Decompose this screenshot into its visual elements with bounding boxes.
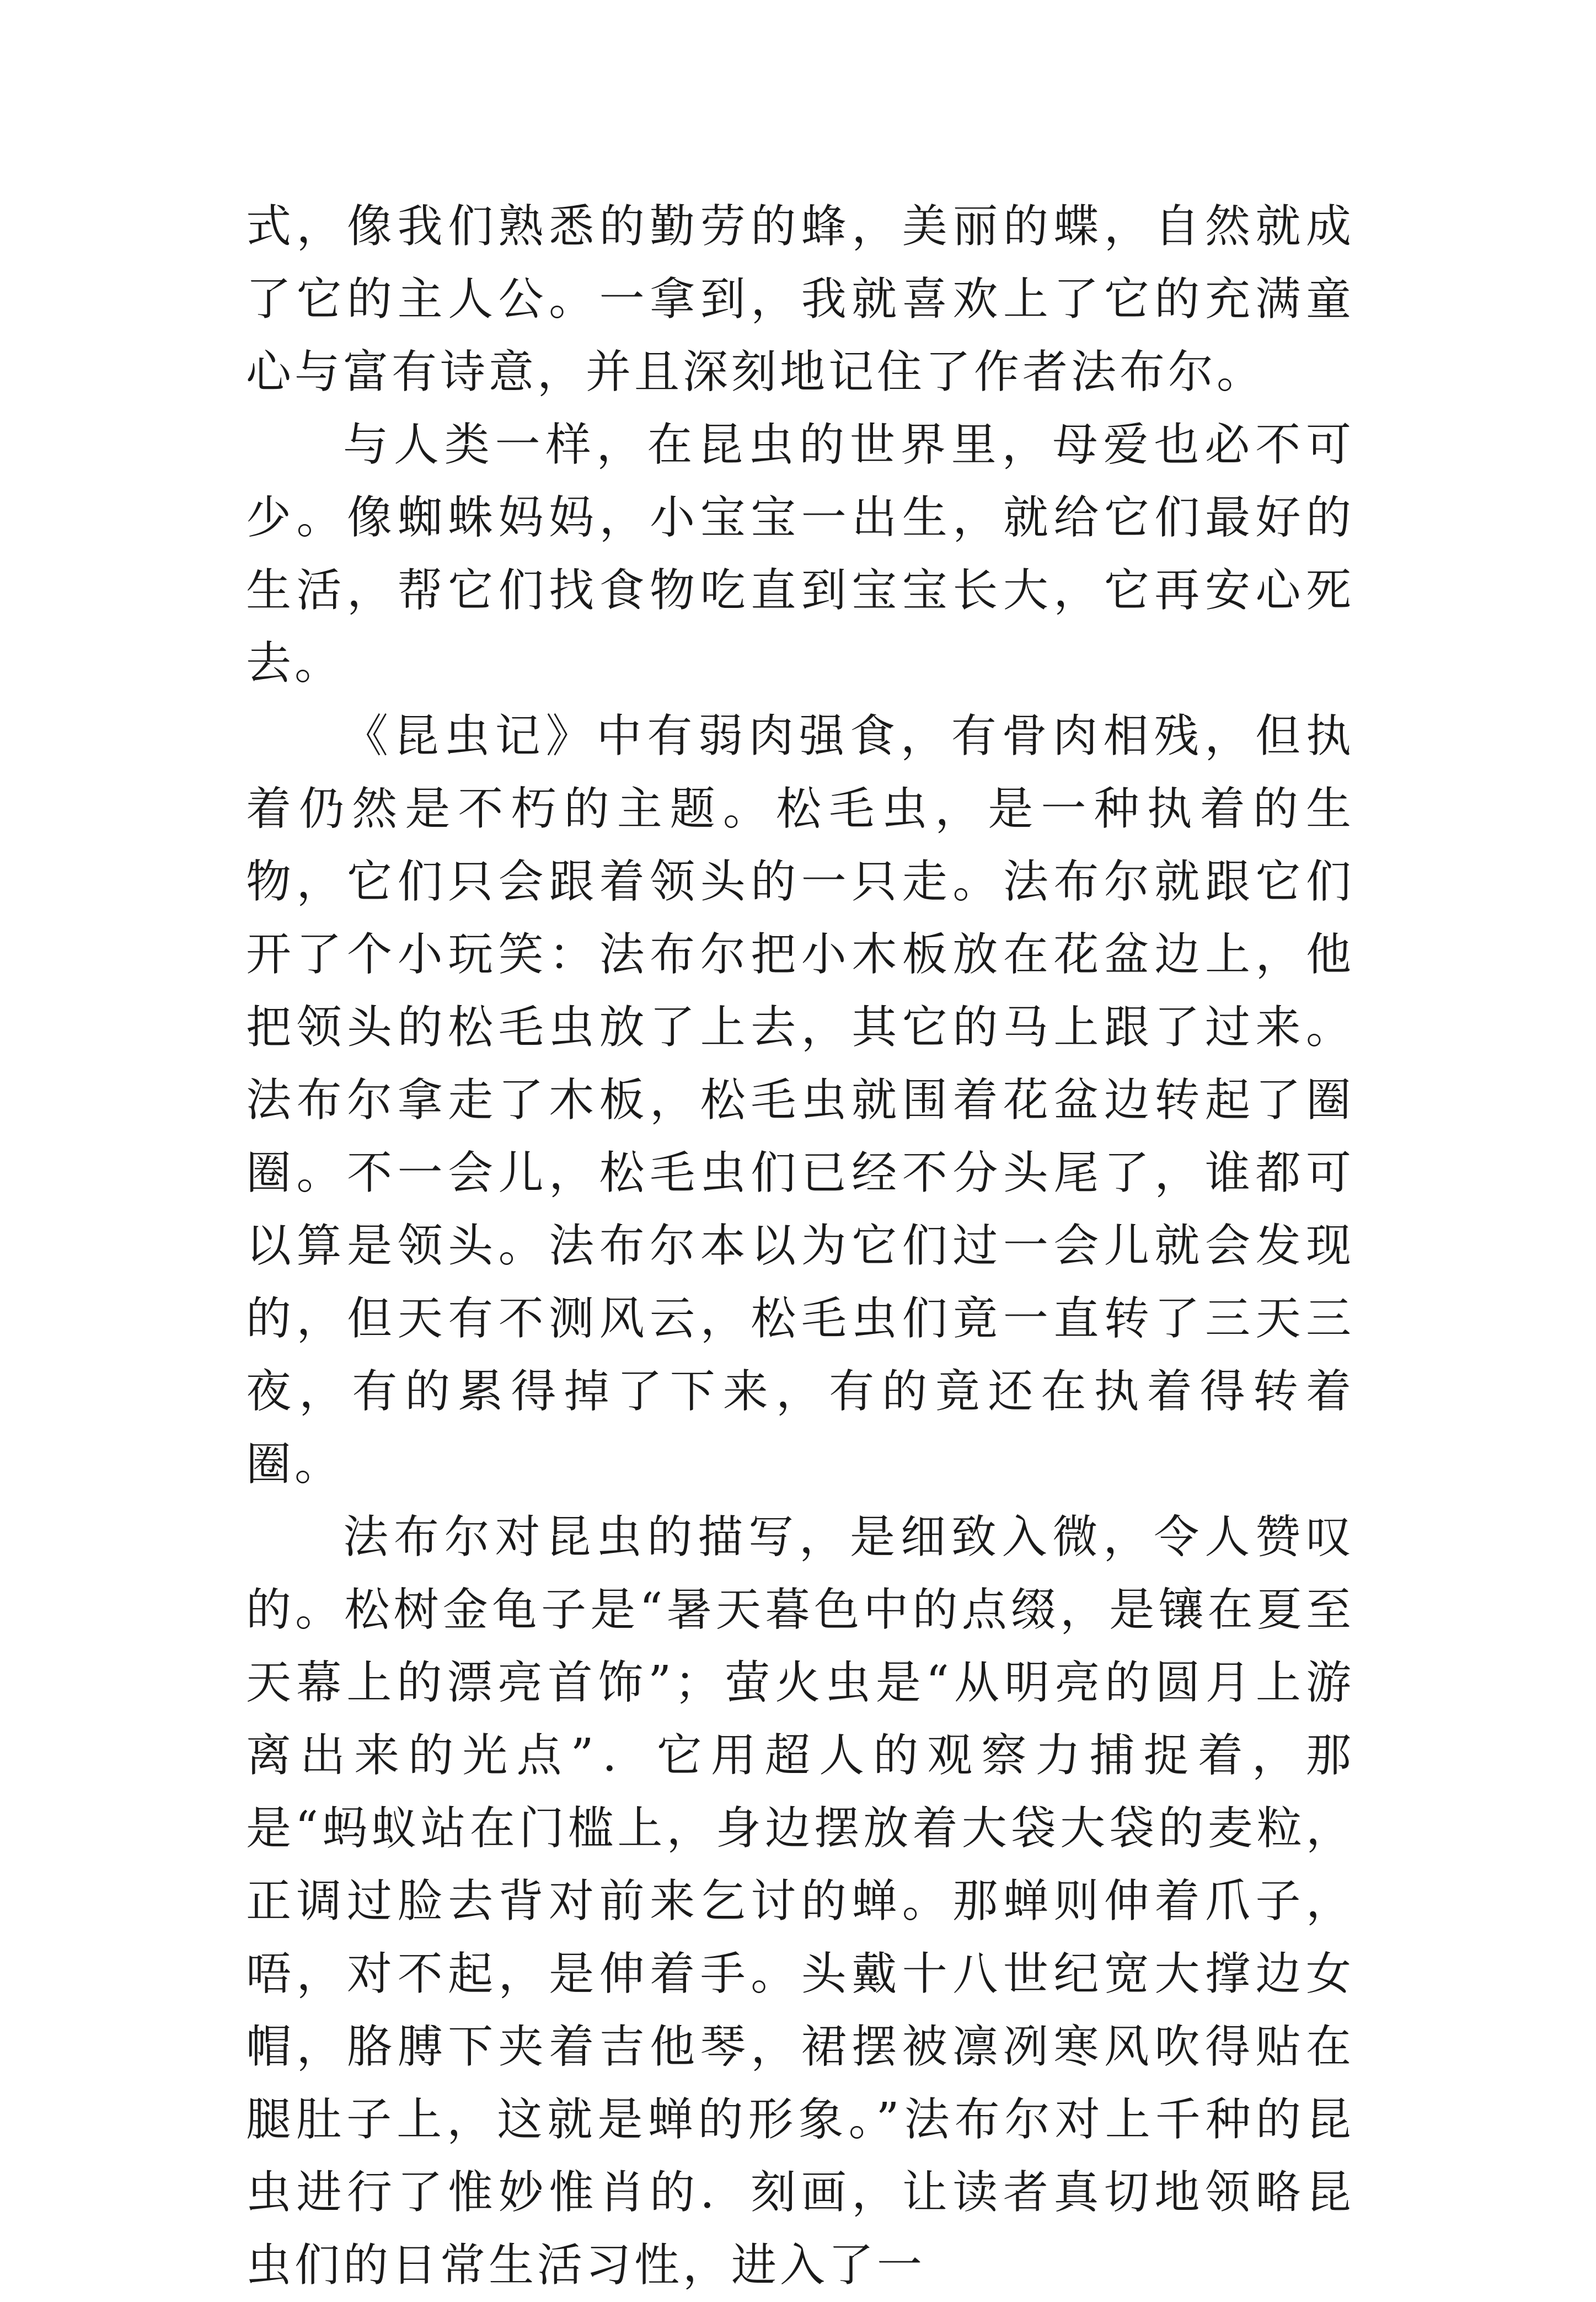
paragraph-4: 法布尔对昆虫的描写，是细致入微，令人赞叹的。松树金龟子是“暑天暮色中的点缀，是镶在夏至天幕上的漂亮首饰”；萤火虫是“从明亮的圆月上游离出来的光点”．它用超人的观察力捕捉着，那是“蚂蚁站在门槛上，身边摆放着大袋大袋的麦粒，正调过脸去背对前来乞讨的蝉。那蝉则伸着爪子，唔，对不起，是伸着手。头戴十八世纪宽大撑边女帽，胳膊下夹着吉他琴，裙摆被凛冽寒风吹得贴在腿肚子上，这就是蝉的形象。”法布尔对上千种的昆虫进行了惟妙惟肖的．刻画，让读者真切地领略昆虫们的日常生活习性，进入了一 bbox=[246, 1511, 1354, 2292]
body-text bbox=[246, 190, 1354, 2302]
paragraph-2: 与人类一样，在昆虫的世界里，母爱也必不可少。像蜘蛛妈妈，小宝宝一出生，就给它们最好的生活，帮它们找食物吃直到宝宝长大，它再安心死去。 bbox=[246, 419, 1354, 690]
paragraph-1: 式，像我们熟悉的勤劳的蜂，美丽的蝶，自然就成了它的主人公。一拿到，我就喜欢上了它的充满童心与富有诗意，并且深刻地记住了作者法布尔。 bbox=[246, 200, 1354, 398]
paragraph-3: 《昆虫记》中有弱肉强食，有骨肉相残，但执着仍然是不朽的主题。松毛虫，是一种执着的生物，它们只会跟着领头的一只走。法布尔就跟它们开了个小玩笑：法布尔把小木板放在花盆边上，他把领头的松毛虫放了上去，其它的马上跟了过来。法布尔拿走了木板，松毛虫就围着花盆边转起了圈圈。不一会儿，松毛虫们已经不分头尾了，谁都可以算是领头。法布尔本以为它们过一会儿就会发现的，但天有不测风云，松毛虫们竟一直转了三天三夜，有的累得掉了下来，有的竟还在执着得转着圈。 bbox=[246, 710, 1354, 1491]
